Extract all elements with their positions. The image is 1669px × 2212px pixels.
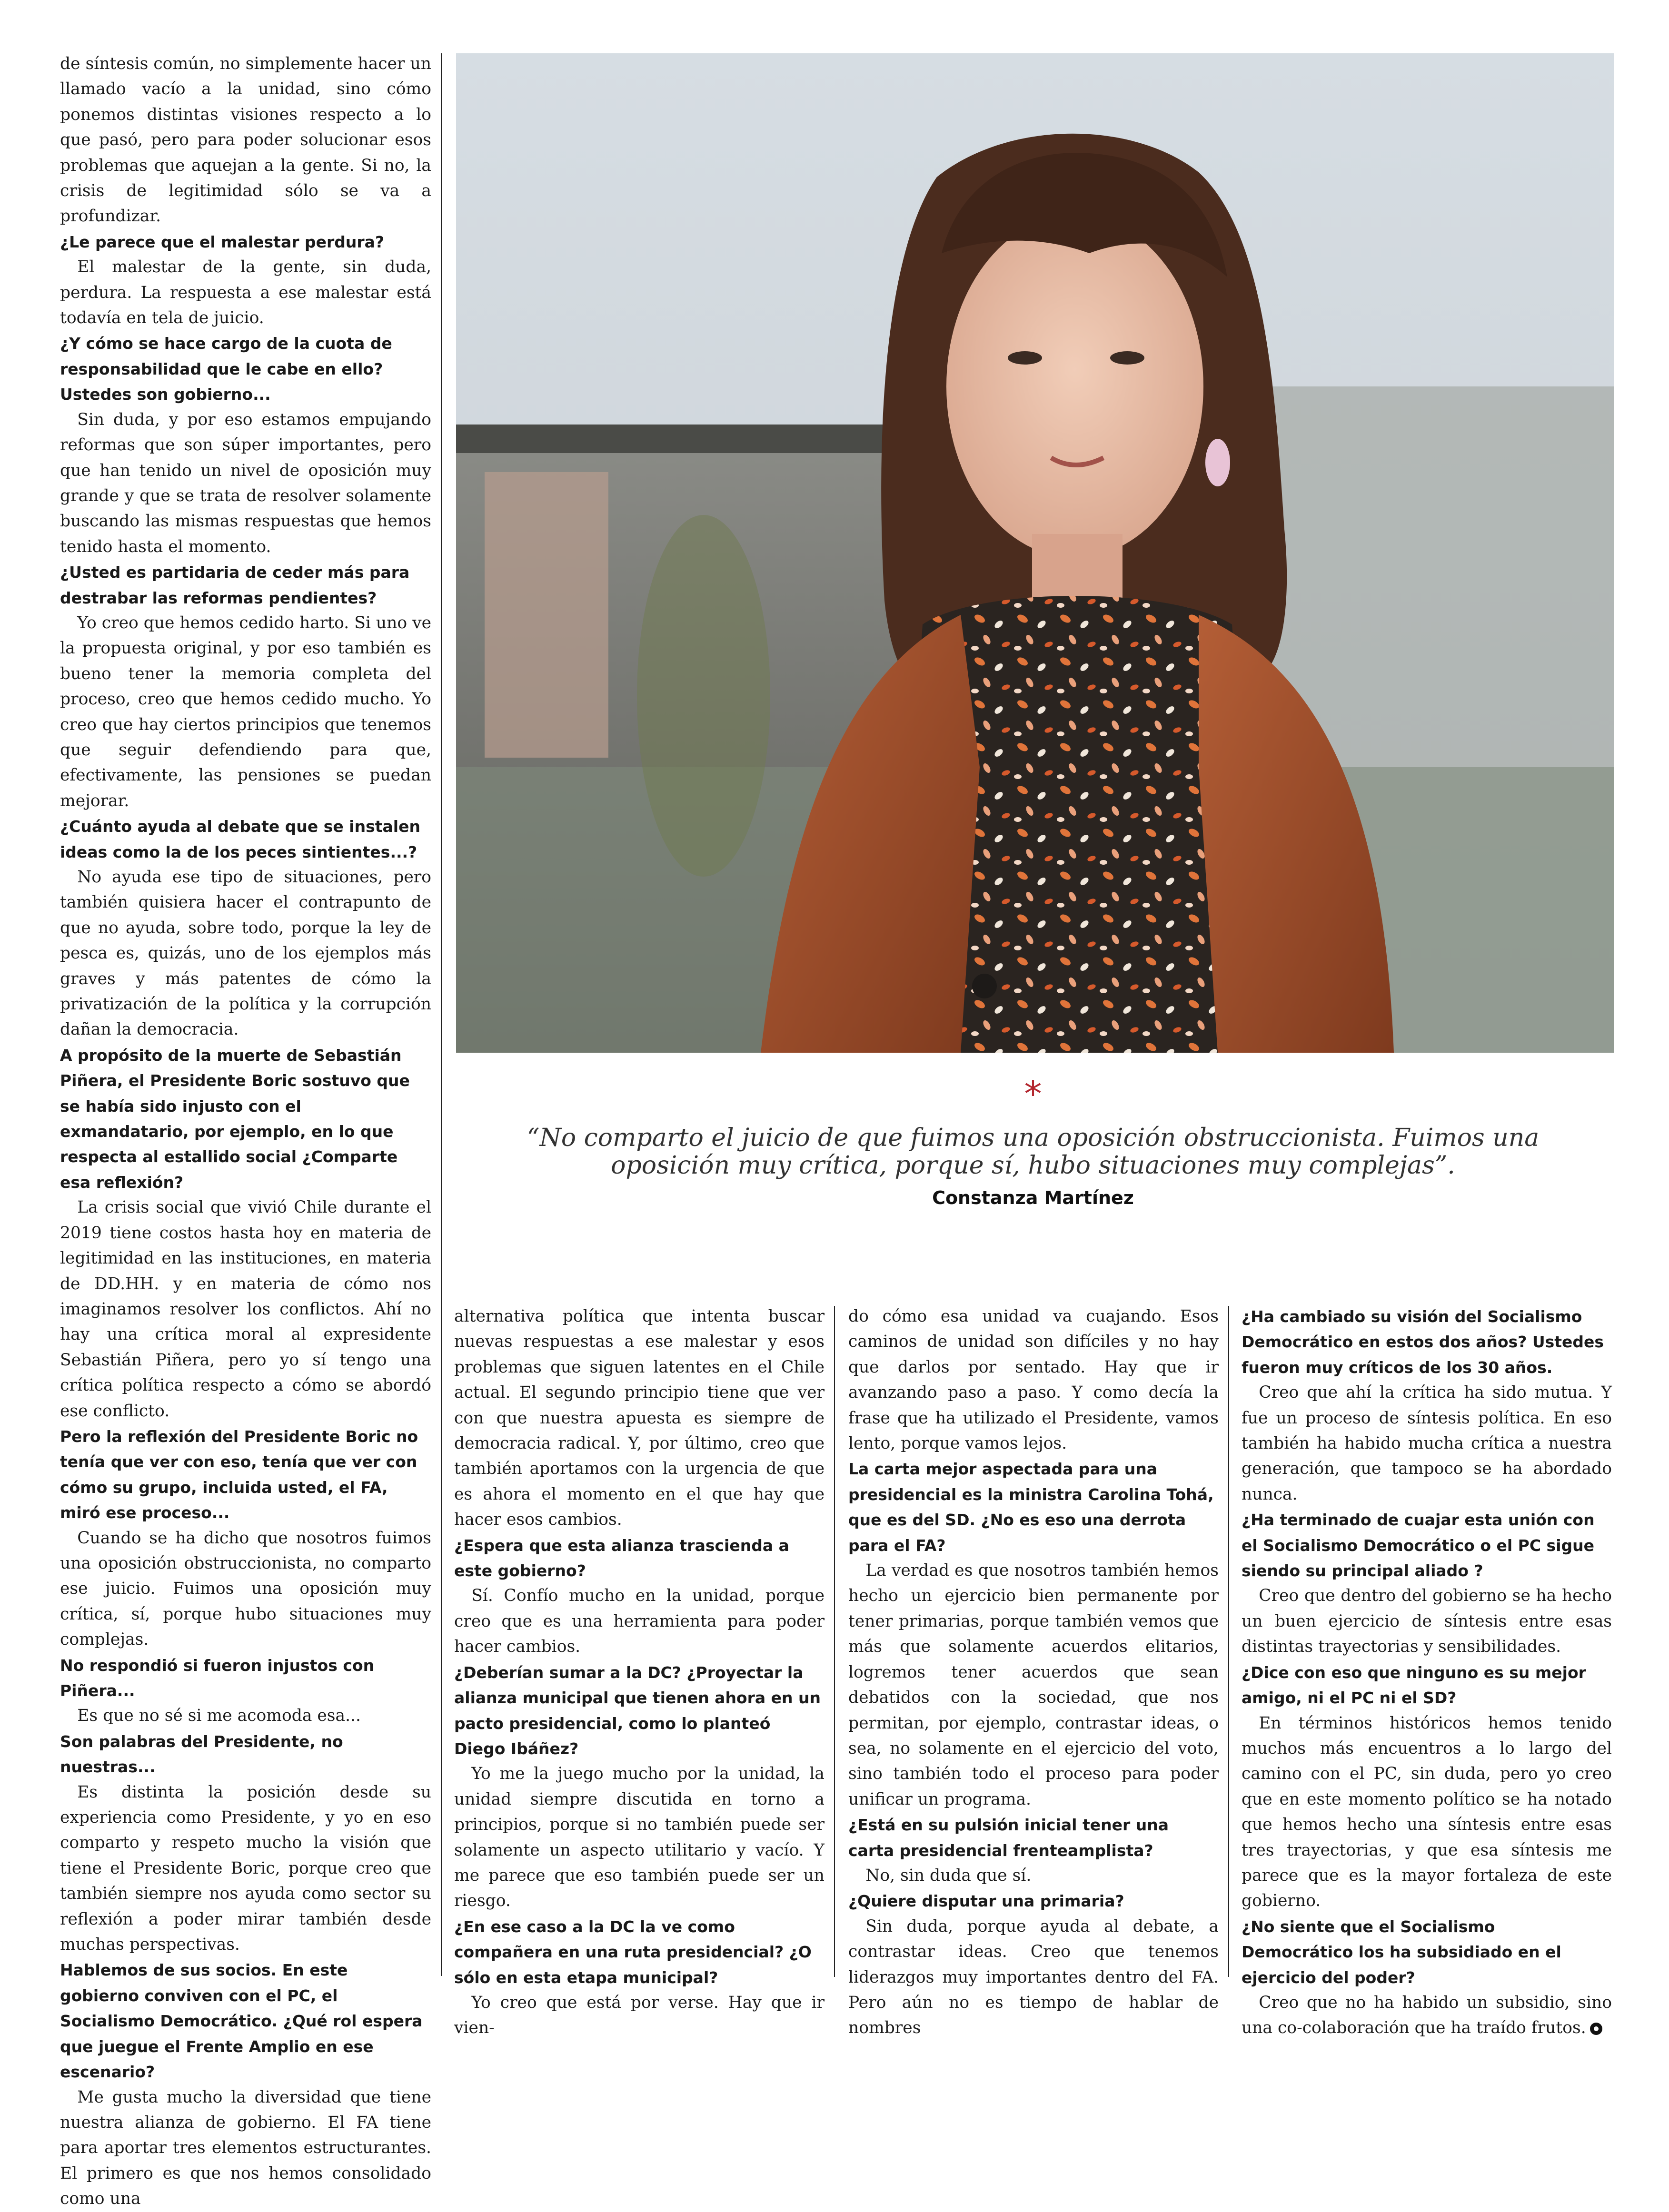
interview-question: ¿No siente que el Socialismo Democrático los ha subsidiado en el ejercicio del poder? (1242, 1917, 1561, 1987)
column-divider (834, 1306, 835, 1977)
article-column-1 (60, 51, 431, 2209)
interview-question: Son palabras del Presidente, no nuestras... (60, 1732, 343, 1777)
interview-question: ¿Ha cambiado su visión del Socialismo Democrático en estos dos años? Ustedes fueron muy críticos de los 30 años. (1242, 1307, 1604, 1377)
interview-answer: Yo me la juego mucho por la unidad, la unidad siempre discutida en torno a principios, porque si no también puede ser solamente un aspecto utilitario y vacío. Y me parece que eso también puede ser un riesgo. (454, 1764, 825, 1911)
interview-answer: La verdad es que nosotros también hemos hecho un ejercicio bien permanente por tener primarias, porque también vemos que más que solamente acuerdos elitarios, logremos tener acuerdos que sean debatidos con la sociedad, que nos permitan, por ejemplo, contrastar ideas, o sea, no solamente en el ejercicio del voto, sino también todo el proceso para poder unificar un programa. (848, 1561, 1219, 1809)
interview-question: ¿Dice con eso que ninguno es su mejor amigo, ni el PC ni el SD? (1242, 1663, 1586, 1708)
portrait-photo (456, 53, 1614, 1053)
interview-answer: No ayuda ese tipo de situaciones, pero también quisiera hacer el contrapunto de que no ayuda, sobre todo, porque la ley de pesca es, quizás, uno de los ejemplos más graves y más patentes de cómo la privatización de la política y la corrupción dañan la democracia. (60, 868, 431, 1039)
asterisk-ornament-icon: * (1024, 1074, 1042, 1115)
interview-answer: Me gusta mucho la diversidad que tiene nuestra alianza de gobierno. El FA tiene para aportar tres elementos estructurantes. El primero es que nos hemos consolidado como una (60, 2087, 431, 2209)
interview-answer: En términos históricos hemos tenido muchos más encuentros a lo largo del camino con el PC, sin duda, pero yo creo que en este momento político se ha notado que hemos hecho una síntesis entre esas tres trayectorias, y que esa síntesis me parece que es la mayor fortaleza de este gobierno. (1242, 1713, 1612, 1911)
interview-answer: Sin duda, y por eso estamos empujando reformas que son súper importantes, pero que han tenido un nivel de oposición muy grande y que se trata de resolver solamente buscando las mismas respuestas que hemos tenido hasta el momento. (60, 410, 431, 556)
interview-question: Pero la reflexión del Presidente Boric no tenía que ver con eso, tenía que ver con cómo su grupo, incluida usted, el FA, miró ese proceso... (60, 1427, 418, 1522)
article-column-3 (848, 1304, 1219, 2038)
column-divider (1228, 1306, 1229, 1977)
interview-answer: Es que no sé si me acomoda esa... (77, 1706, 361, 1726)
interview-question: ¿Y cómo se hace cargo de la cuota de responsabilidad que le cabe en ello? Ustedes son gobierno... (60, 334, 392, 404)
interview-answer: Creo que no ha habido un subsidio, sino una co-colaboración que ha traído frutos. (1242, 1993, 1612, 2038)
interview-answer: Es distinta la posición desde su experiencia como Presidente, y yo en eso comparto y respeto mucho la visión que tiene el Presidente Boric, porque creo que también siempre nos ayuda como sector su reflexión a poder mirar también desde muchas perspectivas. (60, 1782, 431, 1955)
interview-question: ¿Cuánto ayuda al debate que se instalen ideas como la de los peces sintientes...? (60, 817, 420, 861)
interview-question: ¿Deberían sumar a la DC? ¿Proyectar la alianza municipal que tienen ahora en un pacto presidencial, como lo planteó Diego Ibáñez? (454, 1663, 821, 1758)
column-divider (441, 53, 442, 1976)
pull-quote: “No comparto el juicio de que fuimos una oposición obstruccionista. Fuimos una oposición muy crítica, porque sí, hubo situaciones muy complejas”. (527, 1124, 1540, 1180)
interview-question: ¿Está en su pulsión inicial tener una carta presidencial frenteamplista? (848, 1816, 1169, 1860)
interview-question: ¿Le parece que el malestar perdura? (60, 232, 385, 251)
interview-question: Hablemos de sus socios. En este gobierno conviven con el PC, el Socialismo Democrático. ¿Qué rol espera que juegue el Frente Amplio en ese escenario? (60, 1961, 423, 2082)
interview-answer: Cuando se ha dicho que nosotros fuimos una oposición obstruccionista, no comparto ese juicio. Fuimos una oposición muy crítica, sí, porque hubo situaciones muy complejas. (60, 1528, 431, 1649)
article-column-2 (454, 1304, 825, 2038)
pull-quote-author: Constanza Martínez (932, 1187, 1134, 1208)
interview-question: ¿En ese caso a la DC la ve como compañera en una ruta presidencial? ¿O sólo en esta etapa municipal? (454, 1917, 812, 1987)
interview-answer: Sí. Confío mucho en la unidad, porque creo que es una herramienta para poder hacer cambios. (454, 1586, 825, 1657)
interview-answer: Creo que dentro del gobierno se ha hecho un buen ejercicio de síntesis entre esas distintas trayectorias y sensibilidades. (1242, 1586, 1612, 1657)
interview-answer: do cómo esa unidad va cuajando. Esos caminos de unidad son difíciles y no hay que darlos por sentado. Hay que ir avanzando paso a paso. Y como decía la frase que ha utilizado el Presidente, vamos lento, porque vamos lejos. (848, 1307, 1219, 1453)
interview-answer: Creo que ahí la crítica ha sido mutua. Y fue un proceso de síntesis política. En eso también ha habido mucha crítica a nuestra generación, que tampoco se ha abordado nunca. (1242, 1383, 1612, 1504)
interview-answer: Yo creo que hemos cedido harto. Si uno ve la propuesta original, y por eso también es bueno tener la memoria completa del proceso, creo que hemos cedido mucho. Yo creo que hay ciertos principios que tenemos que seguir defendiendo para que, efectivamente, las pensiones se puedan mejorar. (60, 613, 431, 810)
interview-question: A propósito de la muerte de Sebastián Piñera, el Presidente Boric sostuvo que se había sido injusto con el exmandatario, por ejemplo, en lo que respecta al estallido social ¿Comparte esa reflexión? (60, 1046, 410, 1192)
interview-answer: La crisis social que vivió Chile durante el 2019 tiene costos hasta hoy en materia de legitimidad en las instituciones, en materia de DD.HH. y en materia de cómo nos imaginamos resolver los conflictos. Ahí no hay una crítica moral al expresidente Sebastián Piñera, pero yo sí tengo una crítica política respecto a cómo se abordó ese conflicto. (60, 1198, 431, 1421)
interview-question: No respondió si fueron injustos con Piñera... (60, 1656, 375, 1700)
interview-answer: de síntesis común, no simplemente hacer un llamado vacío a la unidad, sino cómo ponemos distintas visiones respecto a lo que pasó, pero para poder solucionar esos problemas que aquejan a la gente. Si no, la crisis de legitimidad sólo se va a profundizar. (60, 54, 431, 226)
interview-answer: Sin duda, porque ayuda al debate, a contrastar ideas. Creo que tenemos liderazgos muy importantes dentro del FA. Pero aún no es tiempo de hablar de nombres (848, 1916, 1219, 2038)
interview-question: ¿Espera que esta alianza trascienda a este gobierno? (454, 1536, 789, 1580)
interview-answer: No, sin duda que sí. (865, 1866, 1032, 1885)
interview-question: ¿Quiere disputar una primaria? (848, 1892, 1124, 1911)
interview-question: La carta mejor aspectada para una presidencial es la ministra Carolina Tohá, que es del SD. ¿No es eso una derrota para el FA? (848, 1460, 1214, 1555)
end-of-article-icon (1590, 2023, 1602, 2035)
interview-answer: alternativa política que intenta buscar nuevas respuestas a ese malestar y esos problemas que siguen latentes en el Chile actual. El segundo principio tiene que ver con que nuestra apuesta es siempre de democracia radical. Y, por último, creo que también aportamos con la urgencia de que es ahora el momento en el que hay que hacer esos cambios. (454, 1307, 825, 1530)
interview-answer: Yo creo que está por verse. Hay que ir vien- (454, 1993, 825, 2038)
article-column-4 (1242, 1304, 1612, 2038)
interview-answer: El malestar de la gente, sin duda, perdura. La respuesta a ese malestar está todavía en tela de juicio. (60, 257, 431, 328)
interview-question: ¿Usted es partidaria de ceder más para destrabar las reformas pendientes? (60, 563, 410, 607)
portrait-illustration (456, 53, 1614, 1053)
interview-question: ¿Ha terminado de cuajar esta unión con el Socialismo Democrático o el PC sigue siendo su principal aliado ? (1242, 1511, 1595, 1580)
